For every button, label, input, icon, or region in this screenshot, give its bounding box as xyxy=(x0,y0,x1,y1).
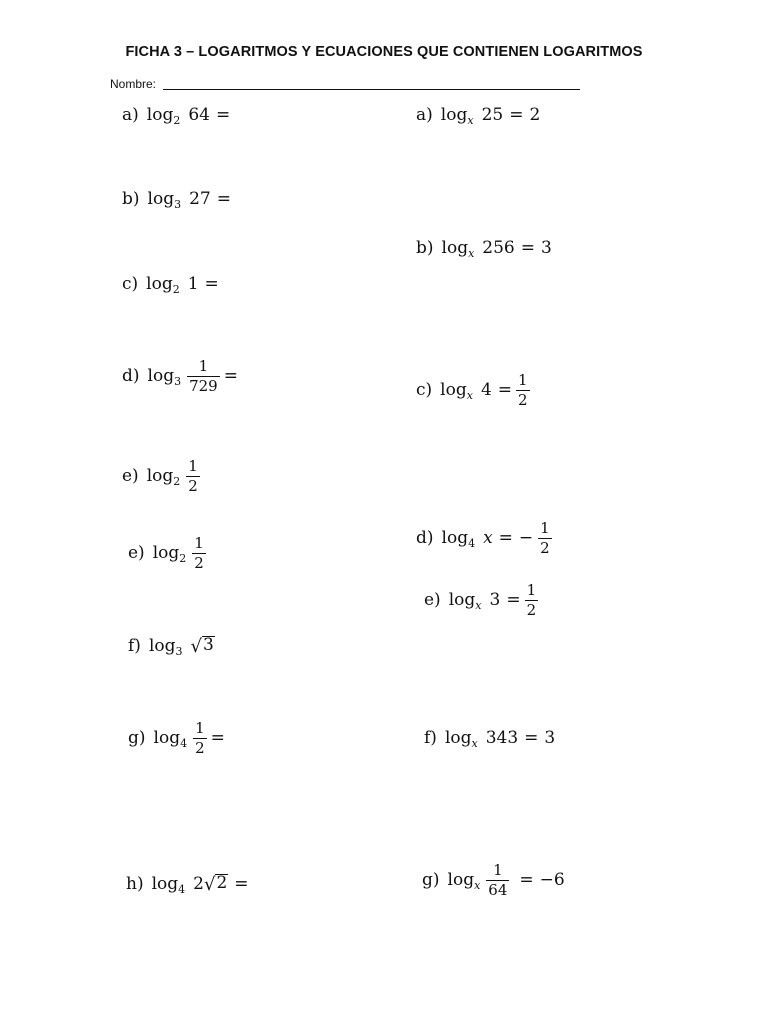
right-exercise-d xyxy=(416,518,556,558)
log-base: 4 xyxy=(178,883,186,896)
fraction xyxy=(486,860,509,899)
log-argument: 3 xyxy=(489,590,501,610)
left-exercise-e1 xyxy=(122,456,204,496)
log-base: 4 xyxy=(468,537,476,550)
log-argument: 25 xyxy=(481,105,504,125)
exercise-label: b) xyxy=(416,238,434,258)
exercise-label: e) xyxy=(128,543,145,563)
log-base: x xyxy=(474,879,481,892)
log-argument: 256 xyxy=(482,238,515,258)
worksheet-title: FICHA 3 – LOGARITMOS Y ECUACIONES QUE CONTIENEN LOGARITMOS xyxy=(125,44,643,60)
numerator: 1 xyxy=(194,533,204,552)
log-base: x xyxy=(467,114,474,127)
right-hand-side: 3 xyxy=(544,728,556,748)
radicand: 3 xyxy=(202,634,214,655)
denominator: 2 xyxy=(194,553,204,572)
minus-sign: − xyxy=(518,528,534,548)
log-word: log xyxy=(440,105,468,125)
left-exercise-g xyxy=(128,718,225,758)
right-hand-side: −6 xyxy=(539,870,565,890)
log-word: log xyxy=(153,728,181,748)
log-word: log xyxy=(447,870,475,890)
log-base: 3 xyxy=(175,645,183,658)
log-word: log xyxy=(441,528,469,548)
numerator: 1 xyxy=(493,860,503,879)
log-argument: 1 xyxy=(187,274,199,294)
denominator: 2 xyxy=(526,600,537,619)
equals-sign: = xyxy=(210,728,225,748)
fraction xyxy=(516,370,530,409)
log-word: log xyxy=(148,636,176,656)
exercise-label: g) xyxy=(422,870,440,890)
log-base: x xyxy=(475,599,482,612)
equals-sign: = xyxy=(204,274,219,294)
log-base: 2 xyxy=(173,114,181,127)
numerator: 1 xyxy=(540,518,550,537)
log-base: 2 xyxy=(179,552,187,565)
left-exercise-h xyxy=(126,864,249,904)
log-base: 2 xyxy=(172,283,180,296)
exercise-label: e) xyxy=(122,466,139,486)
log-word: log xyxy=(146,466,174,486)
log-word: log xyxy=(147,366,175,386)
log-base: x xyxy=(466,389,473,402)
numerator: 1 xyxy=(526,580,537,599)
log-base: 2 xyxy=(173,475,181,488)
equals-sign: = xyxy=(524,728,539,748)
log-base: 3 xyxy=(174,198,182,211)
fraction xyxy=(538,518,552,557)
left-exercise-a xyxy=(122,95,230,135)
exercise-label: f) xyxy=(424,728,437,748)
equals-sign: = xyxy=(223,366,238,386)
numerator: 1 xyxy=(188,456,198,475)
radicand: 2 xyxy=(216,872,228,893)
right-exercise-b xyxy=(416,228,552,268)
log-argument: 64 xyxy=(188,105,210,125)
left-exercise-b xyxy=(122,179,231,219)
right-exercise-a xyxy=(416,95,540,135)
denominator: 2 xyxy=(195,738,205,757)
log-word: log xyxy=(147,189,175,209)
equals-sign: = xyxy=(509,105,524,125)
square-root: √ 2 xyxy=(203,872,228,895)
name-field[interactable] xyxy=(110,77,156,91)
left-exercise-d xyxy=(122,356,238,396)
right-exercise-c xyxy=(416,370,534,410)
right-exercise-g xyxy=(422,860,565,900)
log-argument: x xyxy=(483,528,493,548)
name-label: Nombre: xyxy=(110,77,157,91)
name-blank-line xyxy=(163,89,580,90)
exercise-label: d) xyxy=(416,528,434,548)
exercise-label: a) xyxy=(122,105,139,125)
right-hand-side: 3 xyxy=(541,238,552,258)
exercise-label: e) xyxy=(424,590,441,610)
fraction xyxy=(192,533,206,572)
log-base: x xyxy=(468,247,475,260)
square-root: √ 3 xyxy=(190,634,214,657)
coefficient: 2 xyxy=(193,874,204,894)
exercise-label: a) xyxy=(416,105,433,125)
exercise-label: c) xyxy=(416,380,433,400)
denominator: 2 xyxy=(188,476,198,495)
denominator: 729 xyxy=(189,376,218,395)
exercise-label: c) xyxy=(122,274,139,294)
denominator: 2 xyxy=(540,538,550,557)
denominator: 64 xyxy=(488,880,508,899)
log-word: log xyxy=(444,728,472,748)
fraction xyxy=(525,580,539,619)
right-exercise-f xyxy=(424,718,555,758)
log-argument: 4 xyxy=(480,380,492,400)
log-base: x xyxy=(471,737,478,750)
log-word: log xyxy=(440,380,467,400)
log-word: log xyxy=(146,105,174,125)
exercise-label: h) xyxy=(126,874,144,894)
right-hand-side: 2 xyxy=(529,105,541,125)
numerator: 1 xyxy=(195,718,205,737)
equals-sign: = xyxy=(506,590,521,610)
denominator: 2 xyxy=(518,390,528,409)
log-base: 4 xyxy=(180,737,188,750)
left-exercise-f xyxy=(128,626,215,666)
equals-sign: = xyxy=(520,238,535,258)
log-argument: 343 xyxy=(485,728,519,748)
log-word: log xyxy=(152,543,180,563)
exercise-label: f) xyxy=(128,636,141,656)
equals-sign: = xyxy=(497,380,513,400)
exercise-label: b) xyxy=(122,189,140,209)
fraction xyxy=(193,718,207,757)
log-word: log xyxy=(151,874,179,894)
log-argument: 27 xyxy=(189,189,211,209)
left-exercise-c xyxy=(122,264,219,304)
exercise-label: d) xyxy=(122,366,140,386)
equals-sign: = xyxy=(234,874,249,894)
exercise-label: g) xyxy=(128,728,146,748)
equals-sign: = xyxy=(498,528,513,548)
equals-sign: = xyxy=(216,189,231,209)
fraction xyxy=(186,456,200,495)
fraction xyxy=(187,356,220,395)
log-word: log xyxy=(448,590,476,610)
log-word: log xyxy=(146,274,173,294)
equals-sign: = xyxy=(215,105,231,125)
equals-sign: = xyxy=(519,870,534,890)
log-word: log xyxy=(441,238,469,258)
numerator: 1 xyxy=(518,370,528,389)
log-base: 3 xyxy=(174,375,182,388)
numerator: 1 xyxy=(198,356,209,375)
right-exercise-e xyxy=(424,580,542,620)
left-exercise-e2 xyxy=(128,533,210,573)
